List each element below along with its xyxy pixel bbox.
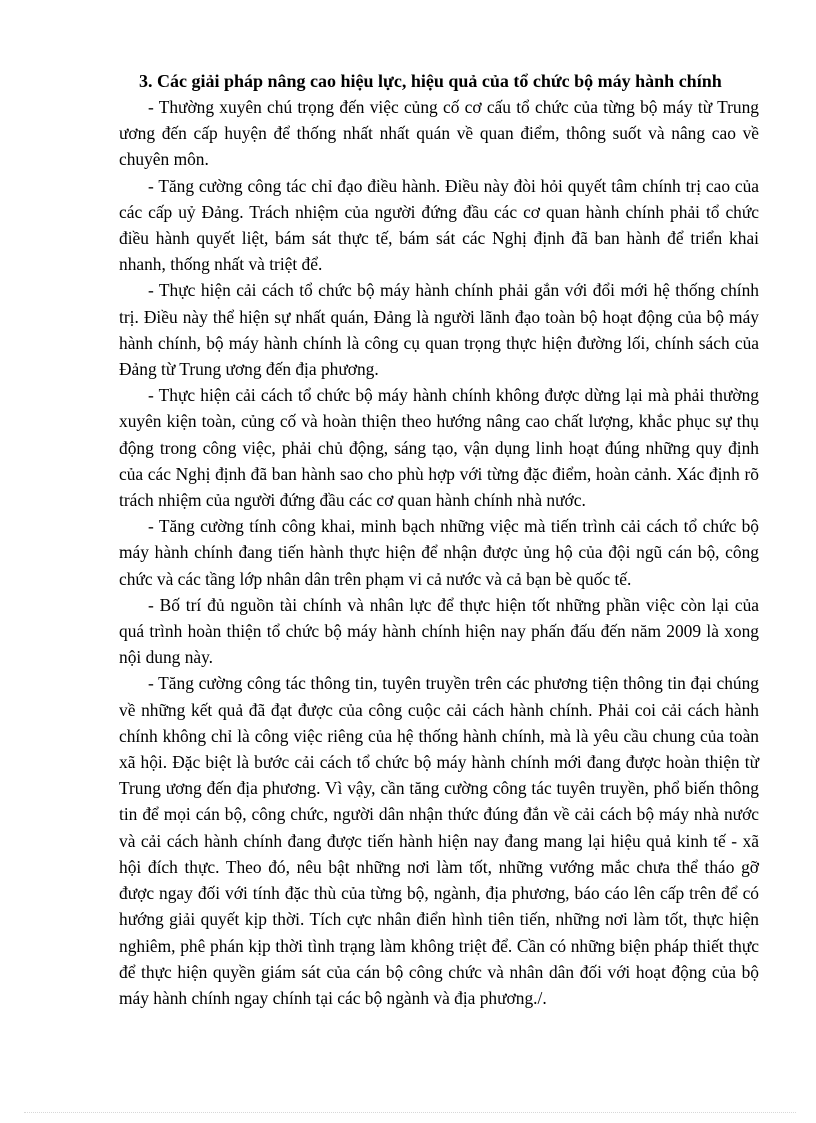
paragraph: - Thực hiện cải cách tổ chức bộ máy hành chính không được dừng lại mà phải thường xuyên kiện toàn, củng cố và hoàn thiện theo hướng nâng cao chất lượng, khắc phục sự thụ động trong công việc, phải chủ động, sáng tạo, vận dụng linh hoạt đúng những quy định của các Nghị định đã ban hành sao cho phù hợp với từng đặc điểm, hoàn cảnh. Xác định rõ trách nhiệm của người đứng đầu các cơ quan hành chính nhà nước.: [119, 385, 759, 511]
paragraph: - Tăng cường công tác chỉ đạo điều hành. Điều này đòi hỏi quyết tâm chính trị cao của các cấp uỷ Đảng. Trách nhiệm của người đứng đầu các cơ quan hành chính phải tổ chức điều hành quyết liệt, bám sát thực tế, bám sát các Nghị định đã ban hành để triển khai nhanh, thống nhất và triệt để.: [119, 175, 759, 275]
paragraph: - Thực hiện cải cách tổ chức bộ máy hành chính phải gắn với đổi mới hệ thống chính trị. Điều này thể hiện sự nhất quán, Đảng là người lãnh đạo toàn bộ hoạt động của bộ máy hành chính, bộ máy hành chính là công cụ quan trọng thực hiện đường lối, chính sách của Đảng từ Trung ương đến địa phương.: [119, 280, 759, 380]
section-heading: 3. Các giải pháp nâng cao hiệu lực, hiệu quả của tổ chức bộ máy hành chính: [139, 71, 722, 91]
paragraph: - Tăng cường tính công khai, minh bạch những việc mà tiến trình cải cách tổ chức bộ máy hành chính đang tiến hành thực hiện để nhận được ủng hộ của đội ngũ cán bộ, công chức và các tầng lớp nhân dân trên phạm vi cả nước và cả bạn bè quốc tế.: [119, 516, 759, 589]
paragraph: - Thường xuyên chú trọng đến việc củng cố cơ cấu tổ chức của từng bộ máy từ Trung ương đến cấp huyện để thống nhất nhất quán về quan điểm, thông suốt và nâng cao về chuyên môn.: [119, 97, 759, 170]
paragraph: - Tăng cường công tác thông tin, tuyên truyền trên các phương tiện thông tin đại chúng về những kết quả đã đạt được của công cuộc cải cách hành chính. Phải coi cải cách hành chính không chỉ là công việc riêng của hệ thống hành chính, mà là yêu cầu chung của toàn xã hội. Đặc biệt là bước cải cách tổ chức bộ máy hành chính mới đang được hoàn thiện từ Trung ương đến địa phương. Vì vậy, cần tăng cường công tác tuyên truyền, phổ biến thông tin để mọi cán bộ, công chức, người dân nhận thức đúng đắn về cải cách bộ máy nhà nước và cải cách hành chính đang được tiến hành hiện nay đang mang lại hiệu quả kinh tế - xã hội đích thực. Theo đó, nêu bật những nơi làm tốt, những vướng mắc chưa thể tháo gỡ được ngay đối với tính đặc thù của từng bộ, ngành, địa phương, báo cáo lên cấp trên để có hướng giải quyết kịp thời. Tích cực nhân điển hình tiên tiến, những nơi làm tốt, thực hiện nghiêm, phê phán kịp thời tình trạng làm không triệt để. Cần có những biện pháp thiết thực để thực hiện quyền giám sát của cán bộ công chức và nhân dân đối với hoạt động của bộ máy hành chính ngay chính tại các bộ ngành và địa phương./.: [119, 673, 759, 1008]
paragraph: - Bố trí đủ nguồn tài chính và nhân lực để thực hiện tốt những phần việc còn lại của quá trình hoàn thiện tổ chức bộ máy hành chính hiện nay phấn đấu đến năm 2009 là xong nội dung này.: [119, 594, 759, 668]
document-page: [119, 68, 759, 1011]
page-bottom-divider: [24, 1112, 796, 1113]
